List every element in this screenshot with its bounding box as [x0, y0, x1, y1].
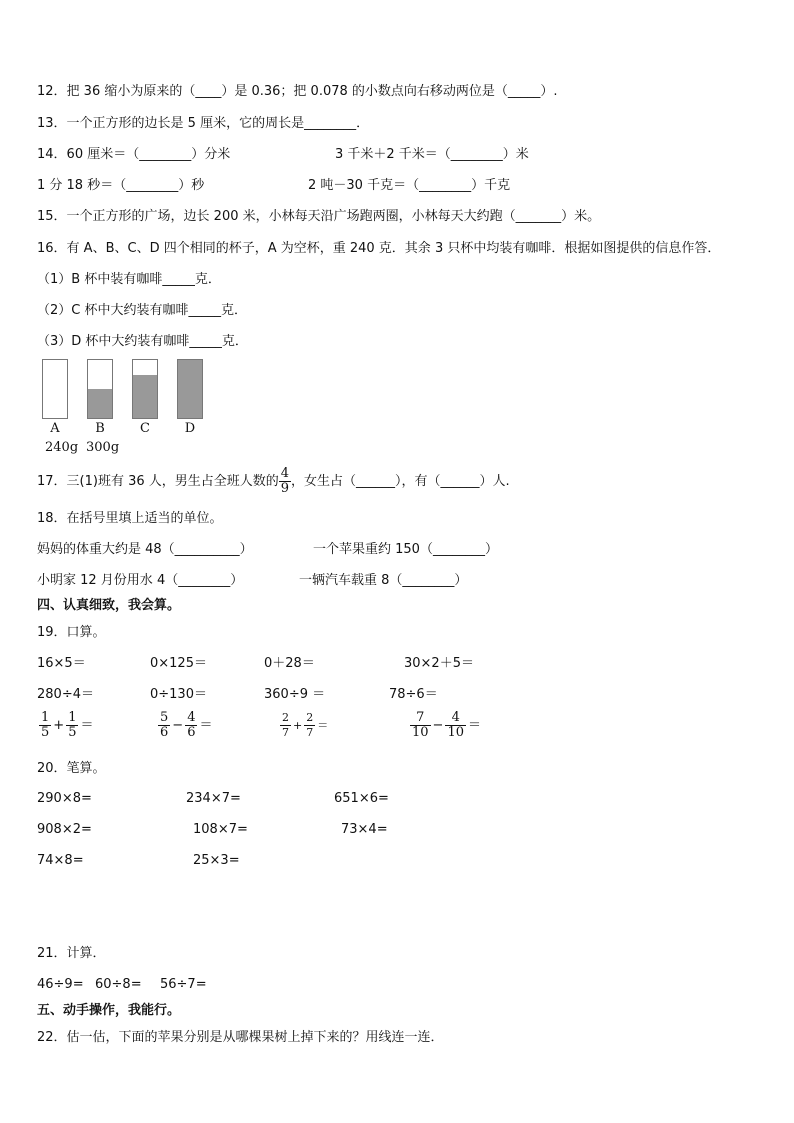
q21-item-1: 46÷9= — [37, 977, 84, 992]
question-15: 15．一个正方形的广场，边长 200 米，小林每天沿广场跑两圈，小林每天大约跑（_______）米。 — [37, 209, 601, 224]
denominator: 5 — [68, 725, 77, 740]
equals-sign: ＝ — [80, 717, 94, 733]
q19-r2-2: 0÷130＝ — [150, 687, 207, 702]
cup-weight-a: 240g — [45, 440, 79, 455]
equals-sign: ＝ — [468, 717, 482, 733]
question-14-d: 2 吨－30 千克＝（________）千克 — [308, 178, 511, 193]
numerator: 2 — [306, 711, 314, 724]
question-13: 13．一个正方形的边长是 5 厘米，它的周长是________． — [37, 116, 370, 131]
q19-frac-3 — [280, 711, 330, 740]
numerator: 1 — [68, 710, 77, 725]
question-18-c: 小明家 12 月份用水 4（________） — [37, 573, 244, 588]
question-18-a: 妈妈的体重大约是 48（__________） — [37, 542, 253, 557]
q19-r2-1: 280÷4＝ — [37, 687, 94, 702]
q21-item-2: 60÷8= — [95, 977, 142, 992]
denominator: 7 — [282, 726, 289, 739]
fraction-denominator: 9 — [280, 481, 290, 496]
denominator: 6 — [187, 725, 196, 740]
q19-frac-1 — [39, 711, 95, 740]
equals-sign: ＝ — [317, 718, 329, 732]
cup-label-b: B — [95, 421, 105, 436]
operator: + — [53, 717, 65, 733]
q20-r2-2: 108×7= — [193, 822, 248, 837]
question-16-part-2: （2）C 杯中大约装有咖啡_____克． — [37, 303, 247, 318]
q19-r2-4: 78÷6＝ — [389, 687, 438, 702]
q19-frac-2 — [158, 711, 214, 740]
equals-sign: ＝ — [199, 717, 213, 733]
numerator: 1 — [41, 710, 50, 725]
numerator: 7 — [410, 711, 431, 726]
question-17-pre: 17．三(1)班有 36 人，男生占全班人数的 — [37, 474, 279, 489]
cup-label-a: A — [50, 421, 60, 436]
cup-label-d: D — [184, 421, 196, 436]
numerator: 4 — [445, 711, 466, 726]
q20-r2-3: 73×4= — [341, 822, 388, 837]
question-17-post: ，女生占（______），有（______）人. — [291, 474, 510, 489]
q20-r1-1: 290×8= — [37, 791, 92, 806]
question-17 — [37, 462, 510, 502]
coffee-fill — [88, 389, 112, 418]
coffee-fill — [133, 375, 157, 419]
cup-d — [177, 359, 203, 419]
numerator: 5 — [160, 710, 169, 725]
denominator: 6 — [160, 725, 169, 740]
operator: − — [172, 717, 184, 733]
question-16-part-3: （3）D 杯中大约装有咖啡_____克． — [37, 334, 248, 349]
q20-r1-2: 234×7= — [186, 791, 241, 806]
q21-item-3: 56÷7= — [160, 977, 207, 992]
numerator: 4 — [187, 710, 196, 725]
question-14-b: 3 千米＋2 千米＝（________）米 — [335, 147, 529, 162]
q20-r3-1: 74×8= — [37, 853, 84, 868]
q19-r1-2: 0×125＝ — [150, 656, 207, 671]
q20-r1-3: 651×6= — [334, 791, 389, 806]
denominator: 5 — [41, 725, 50, 740]
question-14-c: 1 分 18 秒＝（________）秒 — [37, 178, 205, 193]
coffee-fill — [178, 360, 202, 418]
q19-r2-3: 360÷9 ＝ — [264, 687, 326, 702]
question-12: 12．把 36 缩小为原来的（____）是 0.36；把 0.078 的小数点向右移动两位是（_____）. — [37, 84, 558, 99]
fraction-4-9 — [279, 467, 291, 496]
q20-r2-1: 908×2= — [37, 822, 92, 837]
denominator: 10 — [412, 725, 429, 740]
cup-a — [42, 359, 68, 419]
cup-c — [132, 359, 158, 419]
question-14-a: 14．60 厘米＝（________）分米 — [37, 147, 231, 162]
cup-weight-b: 300g — [86, 440, 120, 455]
question-21-stem: 21．计算． — [37, 946, 106, 961]
question-19-stem: 19．口算。 — [37, 625, 106, 640]
q19-frac-4 — [410, 711, 483, 740]
section-4-heading: 四、认真细致，我会算。 — [37, 598, 181, 613]
q19-r1-3: 0＋28＝ — [264, 656, 315, 671]
operator: − — [432, 717, 444, 733]
fraction-numerator: 4 — [280, 466, 290, 481]
question-18-d: 一辆汽车载重 8（________） — [299, 573, 468, 588]
cup-label-c: C — [140, 421, 150, 436]
denominator: 7 — [306, 726, 314, 739]
question-16-stem: 16．有 A、B、C、D 四个相同的杯子，A 为空杯，重 240 克．其余 3 只杯中均装有咖啡．根据如图提供的信息作答． — [37, 241, 721, 256]
denominator: 10 — [447, 725, 464, 740]
question-22: 22．估一估，下面的苹果分别是从哪棵果树上掉下来的？用线连一连． — [37, 1030, 444, 1045]
q19-r1-1: 16×5＝ — [37, 656, 86, 671]
operator: + — [293, 718, 303, 732]
question-16-part-1: （1）B 杯中装有咖啡_____克． — [37, 272, 221, 287]
section-5-heading: 五、动手操作，我能行。 — [37, 1003, 181, 1018]
cup-b — [87, 359, 113, 419]
question-20-stem: 20．笔算。 — [37, 761, 106, 776]
question-18-stem: 18．在括号里填上适当的单位。 — [37, 511, 223, 526]
numerator: 2 — [282, 711, 289, 724]
question-18-b: 一个苹果重约 150（________） — [313, 542, 498, 557]
q20-r3-2: 25×3= — [193, 853, 240, 868]
q19-r1-4: 30×2＋5＝ — [404, 656, 474, 671]
